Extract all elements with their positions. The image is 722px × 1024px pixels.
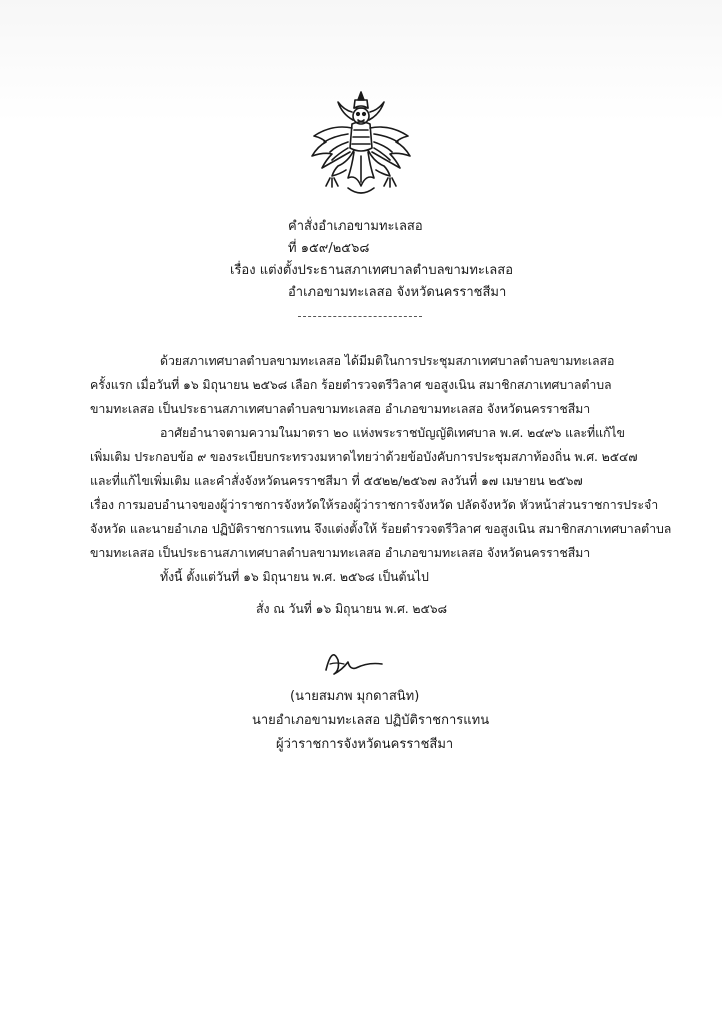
paragraph-2-line-6: ขามทะเลสอ เป็นประธานสภาเทศบาลตำบลขามทะเลสอ อำเภอขามทะเลสอ จังหวัดนครราชสีมา bbox=[90, 545, 591, 560]
signatory-position-continued: ผู้ว่าราชการจังหวัดนครราชสีมา bbox=[276, 737, 454, 752]
signatory-position: นายอำเภอขามทะเลสอ ปฏิบัติราชการแทน bbox=[252, 713, 490, 728]
paragraph-2-line-1: อาศัยอำนาจตามความในมาตรา ๒๐ แห่งพระราชบัญญัติเทศบาล พ.ศ. ๒๔๙๖ และที่แก้ไข bbox=[160, 425, 625, 440]
effective-date-line: ทั้งนี้ ตั้งแต่วันที่ ๑๖ มิถุนายน พ.ศ. ๒๕๖๘ เป็นต้นไป bbox=[160, 569, 429, 584]
order-subject-continued: อำเภอขามทะเลสอ จังหวัดนครราชสีมา bbox=[288, 285, 507, 300]
paragraph-2-line-4: เรื่อง การมอบอำนาจของผู้ว่าราชการจังหวัดให้รองผู้ว่าราชการจังหวัด ปลัดจังหวัด หัวหน้าส่วนราชการประจำ bbox=[90, 497, 659, 512]
paragraph-2-line-3: และที่แก้ไขเพิ่มเติม และคำสั่งจังหวัดนครราชสีมา ที่ ๕๕๒๒/๒๕๖๗ ลงวันที่ ๑๗ เมษายน ๒๕๖๗ bbox=[90, 473, 583, 488]
paragraph-2-line-5: จังหวัด และนายอำเภอ ปฏิบัติราชการแทน จึงแต่งตั้งให้ ร้อยตำรวจตรีวิลาศ ขอสูงเนิน สมาชิกสภาเทศบาลตำบล bbox=[90, 521, 672, 536]
header-divider bbox=[298, 316, 422, 317]
order-subject: เรื่อง แต่งตั้งประธานสภาเทศบาลตำบลขามทะเลสอ bbox=[230, 263, 514, 278]
garuda-emblem-icon bbox=[308, 90, 414, 202]
paragraph-1-line-3: ขามทะเลสอ เป็นประธานสภาเทศบาลตำบลขามทะเลสอ อำเภอขามทะเลสอ จังหวัดนครราชสีมา bbox=[90, 401, 591, 416]
handwritten-signature-icon bbox=[316, 640, 390, 684]
order-date: สั่ง ณ วันที่ ๑๖ มิถุนายน พ.ศ. ๒๕๖๘ bbox=[256, 601, 447, 616]
order-number: ที่ ๑๕๙/๒๕๖๘ bbox=[288, 241, 370, 256]
paragraph-1-line-1: ด้วยสภาเทศบาลตำบลขามทะเลสอ ได้มีมติในการประชุมสภาเทศบาลตำบลขามทะเลสอ bbox=[160, 353, 615, 368]
order-title: คำสั่งอำเภอขามทะเลสอ bbox=[288, 219, 423, 234]
paragraph-2-line-2: เพิ่มเติม ประกอบข้อ ๙ ของระเบียบกระทรวงมหาดไทยว่าด้วยข้อบังคับการประชุมสภาท้องถิ่น พ.ศ. ๒๕๔๗ bbox=[90, 449, 638, 464]
signatory-name: (นายสมภพ มุกดาสนิท) bbox=[290, 689, 420, 704]
paragraph-1-line-2: ครั้งแรก เมื่อวันที่ ๑๖ มิถุนายน ๒๕๖๘ เลือก ร้อยตำรวจตรีวิลาศ ขอสูงเนิน สมาชิกสภาเทศบาลตำบล bbox=[90, 377, 612, 392]
